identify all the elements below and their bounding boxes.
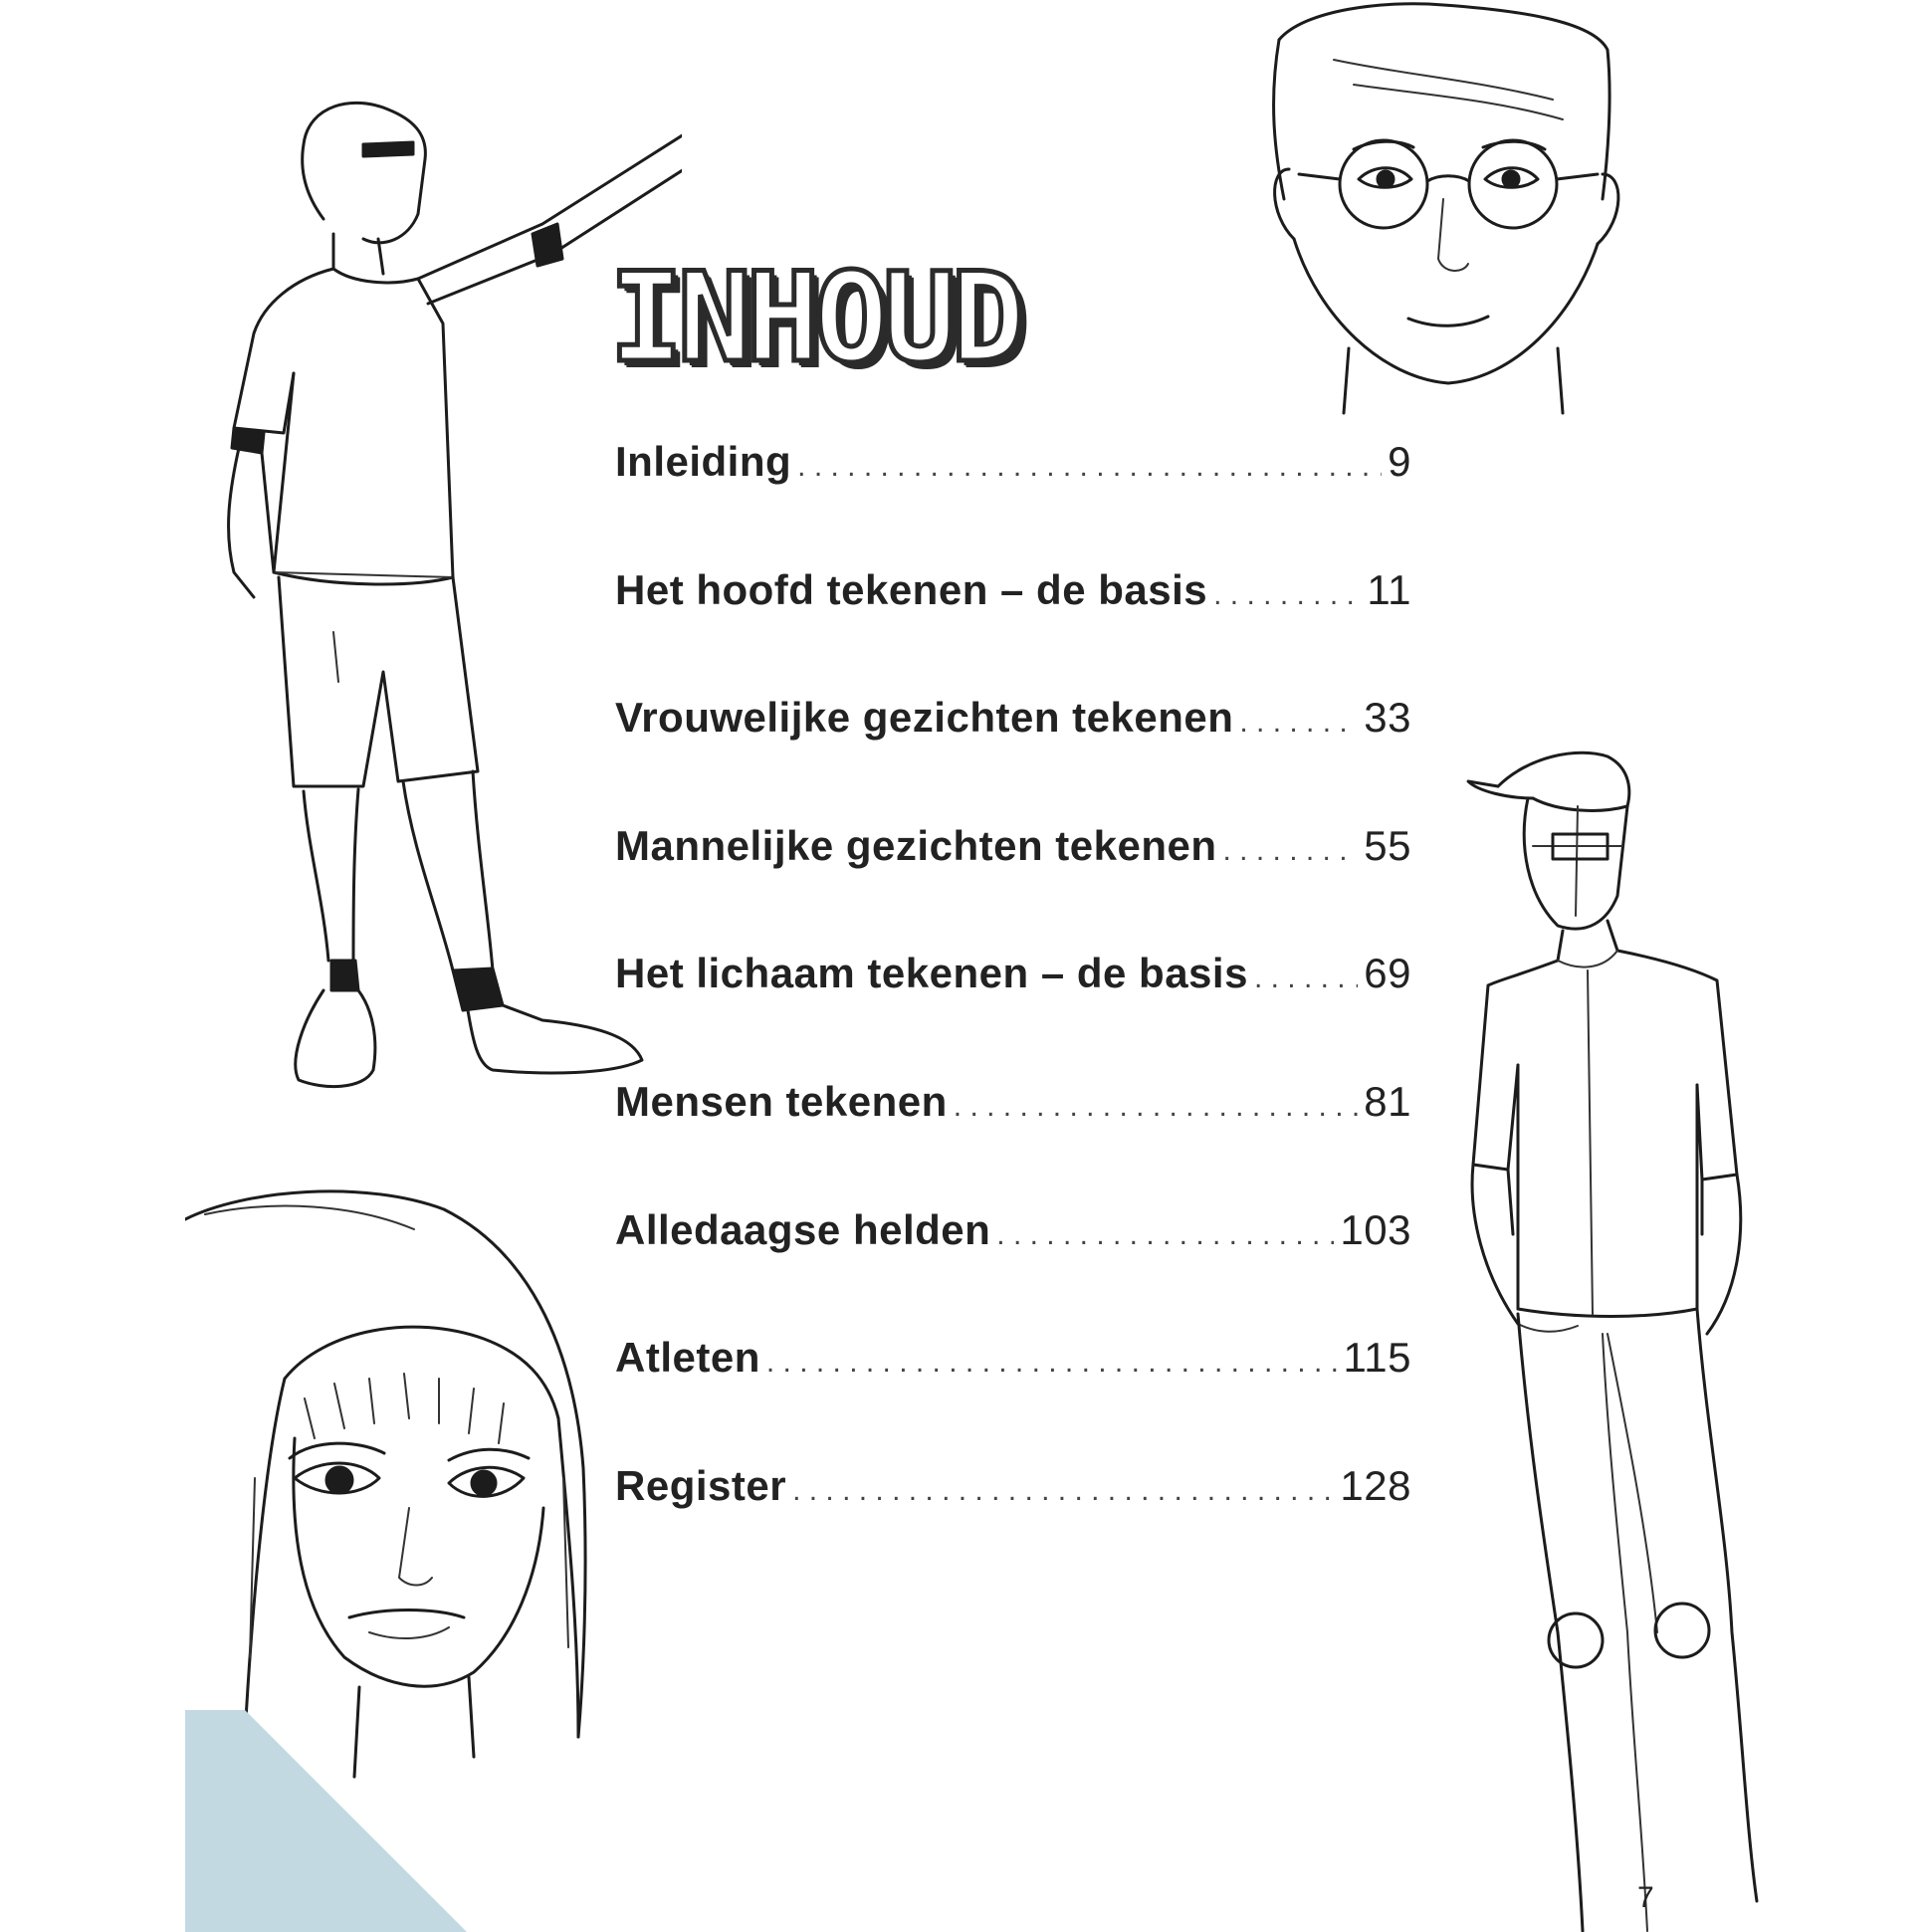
sketch-man-face-glasses-illustration [1264,0,1637,418]
toc-entry-title: Mensen tekenen [615,1077,948,1125]
toc-entry[interactable] [615,822,1411,951]
page-number: 7 [1637,1881,1654,1914]
toc-dot-leader [1223,834,1359,868]
toc-entry-title: Het lichaam tekenen – de basis [615,950,1248,997]
toc-entry-page-number: 103 [1340,1205,1411,1253]
toc-entry-page-number: 11 [1367,565,1411,613]
toc-entry-title: Mannelijke gezichten tekenen [615,821,1217,869]
toc-entry[interactable] [615,438,1411,566]
toc-entry-title: Vrouwelijke gezichten tekenen [615,694,1234,742]
toc-entry-page-number: 69 [1364,950,1411,997]
toc-entry[interactable] [615,1206,1411,1335]
toc-entry-title: Alledaagse helden [615,1205,991,1253]
toc-entry-page-number: 128 [1340,1461,1411,1509]
toc-entry-title: Atleten [615,1334,760,1382]
toc-dot-leader [996,1218,1334,1252]
toc-entry[interactable] [615,1334,1411,1462]
toc-entry[interactable] [615,950,1411,1078]
toc-entry[interactable] [615,1078,1411,1206]
toc-dot-leader [766,1346,1338,1380]
toc-entry-page-number: 33 [1364,694,1411,742]
toc-entry-page-number: 115 [1343,1334,1411,1382]
toc-entry[interactable] [615,694,1411,822]
page-title: INHOUD [609,247,1019,390]
toc-dot-leader [792,1474,1334,1508]
toc-dot-leader [1213,578,1361,612]
toc-dot-leader [1239,706,1358,740]
toc-entry-title: Register [615,1461,787,1509]
table-of-contents [615,438,1411,1590]
sketch-man-cap-illustration [1458,737,1763,1932]
toc-entry-page-number: 81 [1364,1077,1411,1125]
toc-dot-leader [1254,962,1358,995]
toc-entry-page-number: 9 [1388,438,1411,485]
sketch-man-pointing-illustration [214,35,682,1110]
toc-entry[interactable] [615,1462,1411,1591]
toc-dot-leader [954,1090,1359,1124]
toc-entry-page-number: 55 [1364,821,1411,869]
toc-entry-title: Het hoofd tekenen – de basis [615,565,1208,613]
toc-entry-title: Inleiding [615,438,792,485]
toc-dot-leader [797,450,1382,484]
toc-entry[interactable] [615,566,1411,695]
corner-triangle-decoration [185,1710,467,1932]
